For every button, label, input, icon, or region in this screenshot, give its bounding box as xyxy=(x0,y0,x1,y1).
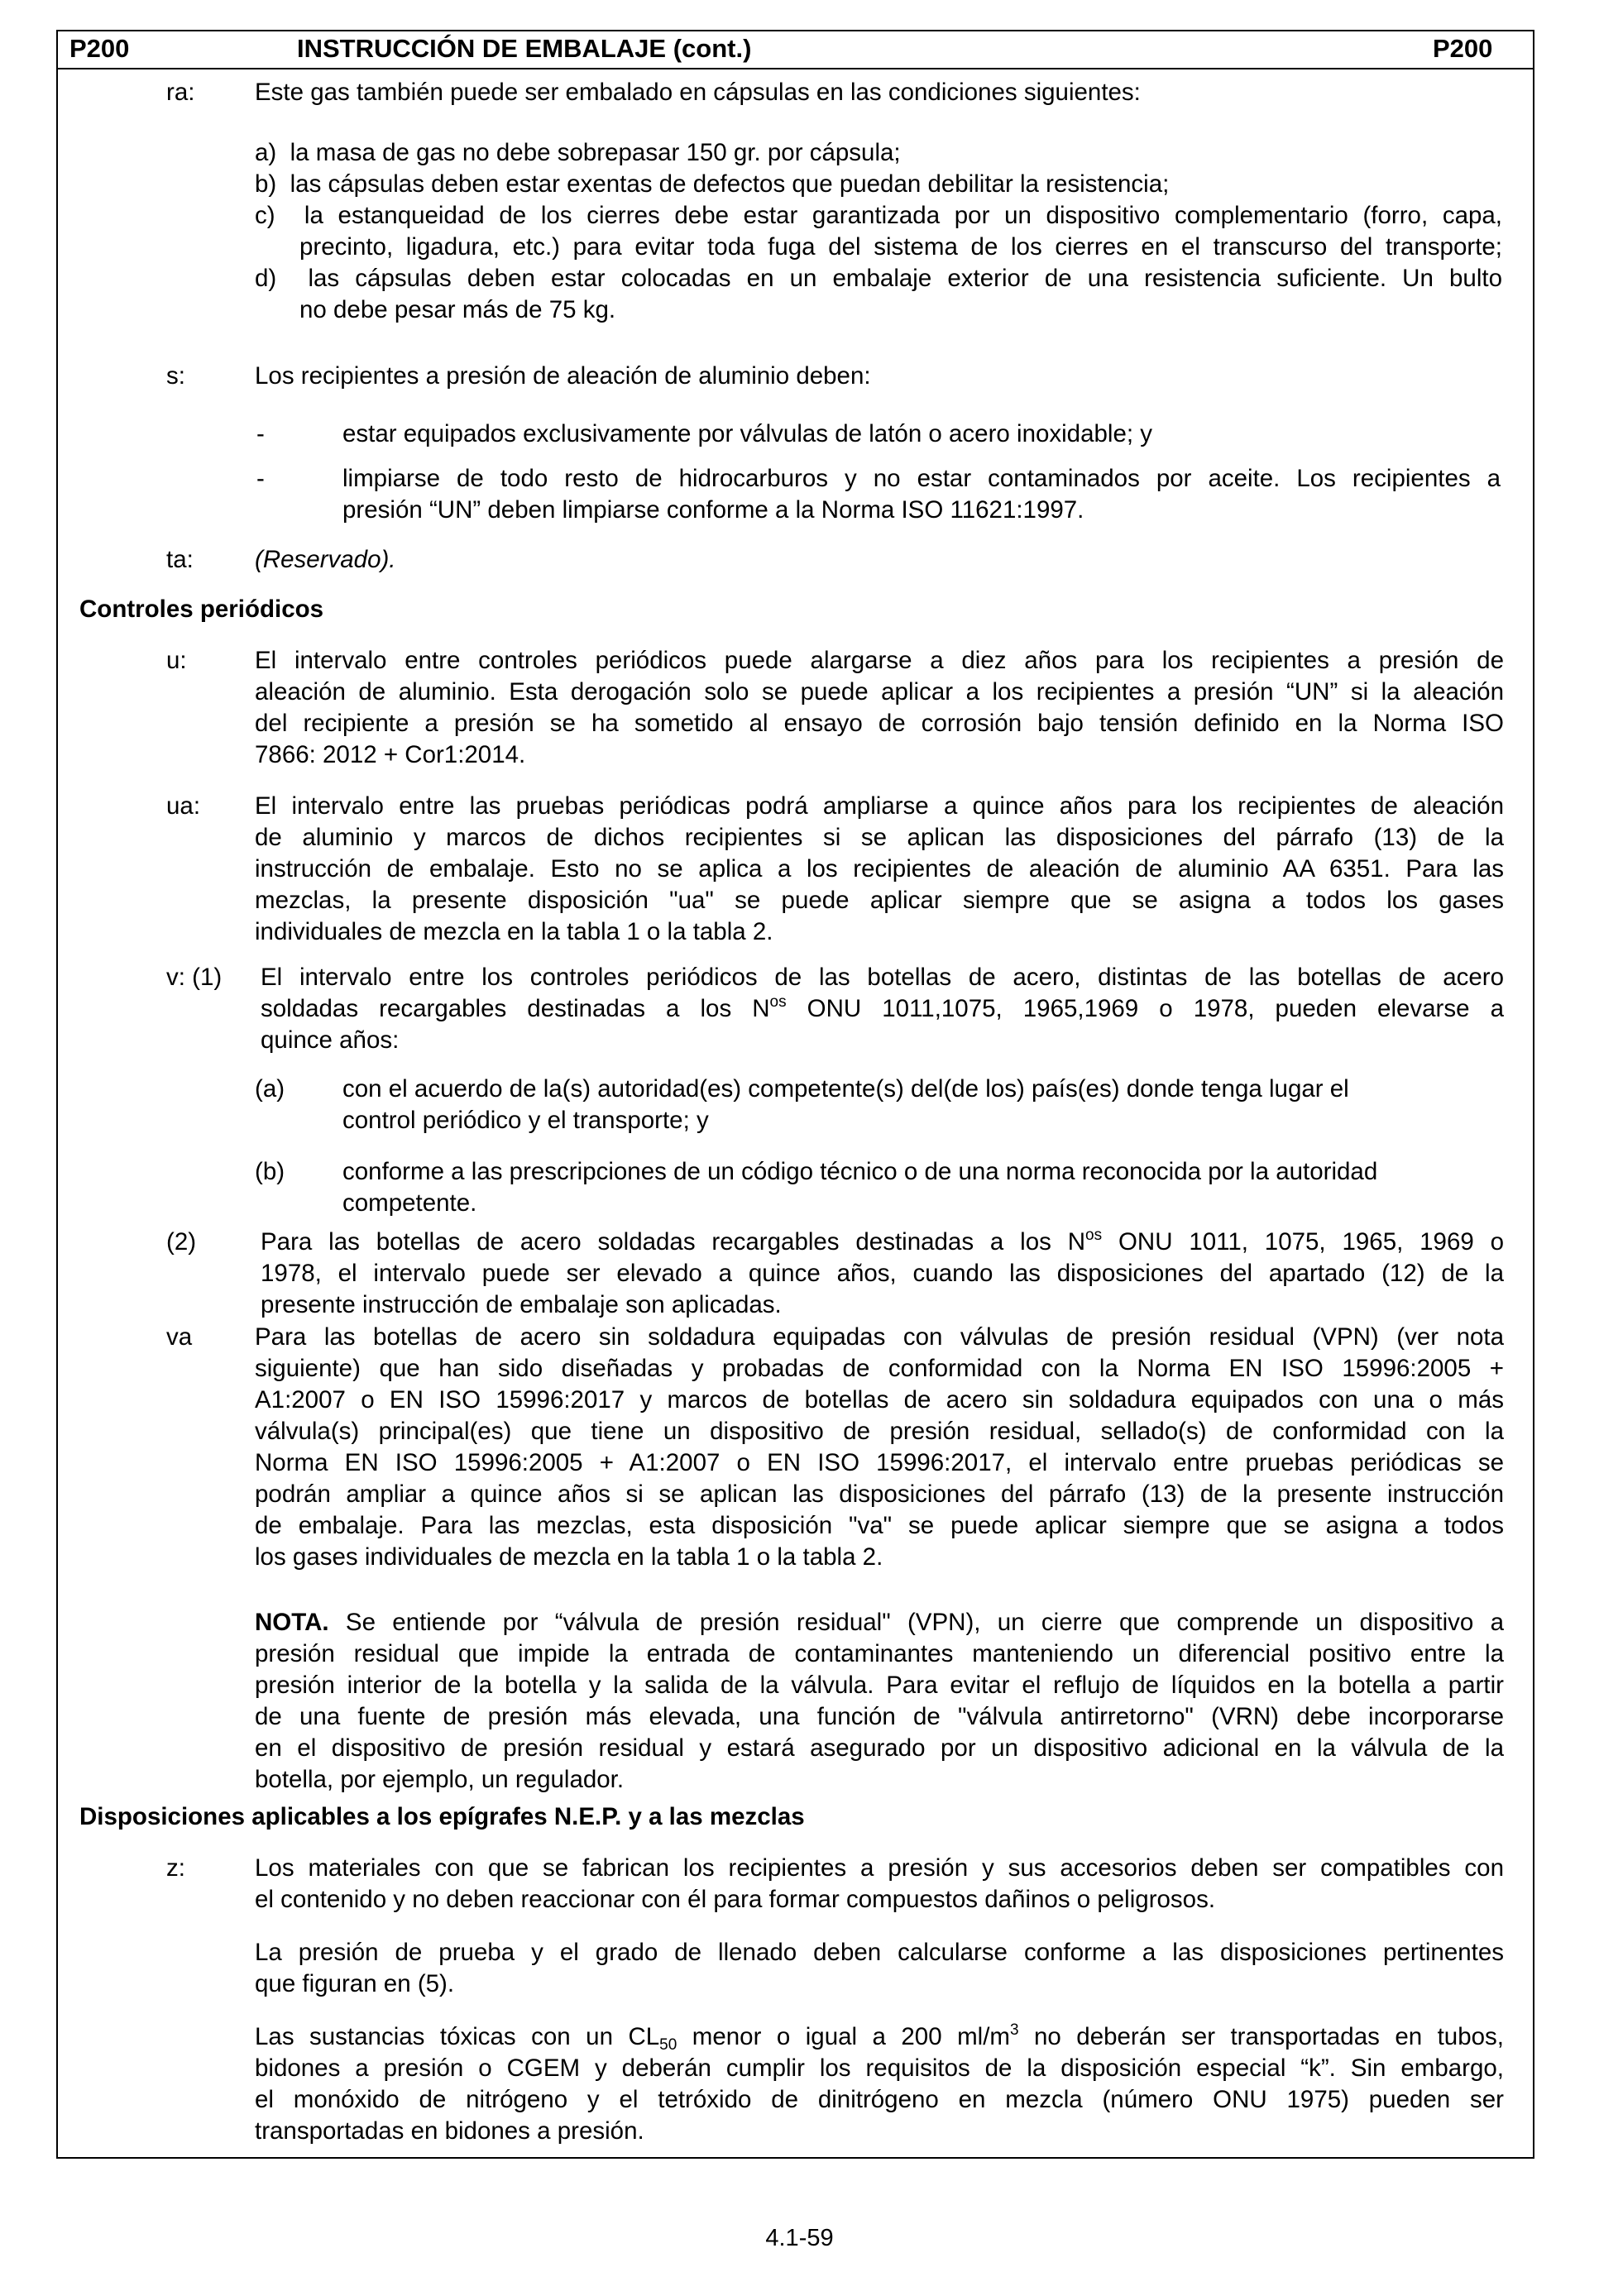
ra-item-b: b) las cápsulas deben estar exentas de defectos que puedan debilitar la resistencia; xyxy=(255,170,1170,198)
va-note-line6: botella, por ejemplo, un regulador. xyxy=(255,1766,625,1793)
provision-label-va: va xyxy=(166,1323,193,1351)
va-note-line2: presión residual que impide la entrada de contaminantes manteniendo un diferencial positivo entre la xyxy=(255,1640,1504,1667)
v-line3: quince años: xyxy=(261,1026,400,1054)
v-item-b-line1: conforme a las prescripciones de un código técnico o de una norma reconocida por la autoridad xyxy=(342,1158,1378,1185)
v-line1: El intervalo entre los controles periódicos de las botellas de acero, distintas de las botellas de acero xyxy=(261,964,1504,991)
s-dash-2: - xyxy=(256,465,265,492)
z-para3-line4: transportadas en bidones a presión. xyxy=(255,2117,644,2145)
s-item-1: estar equipados exclusivamente por válvulas de latón o acero inoxidable; y xyxy=(342,420,1153,447)
packing-instruction-frame xyxy=(56,30,1534,2159)
v-para-2-line2: 1978, el intervalo puede ser elevado a quince años, cuando las disposiciones del apartado (12) de la xyxy=(261,1260,1504,1287)
v-para-2-line1: Para las botellas de acero soldadas recargables destinadas a los $N^{os}$ ONU 1011, 1075, 1965, 1969 o xyxy=(261,1227,1504,1256)
instruction-header xyxy=(58,31,1533,69)
u-line1: El intervalo entre controles periódicos puede alargarse a diez años para los recipientes a presión de xyxy=(255,647,1504,674)
va-line1: Para las botellas de acero sin soldadura equipadas con válvulas de presión residual (VPN) (ver nota xyxy=(255,1323,1504,1351)
ua-line5: individuales de mezcla en la tabla 1 o la tabla 2. xyxy=(255,918,773,945)
va-line6: podrán ampliar a quince años si se aplican las disposiciones del párrafo (13) de la presente instrucción xyxy=(255,1480,1504,1508)
provision-label-ua: ua: xyxy=(166,792,201,820)
ua-line3: instrucción de embalaje. Esto no se aplica a los recipientes de aleación de aluminio AA 6351. Para las xyxy=(255,855,1504,883)
section-heading-controles: Controles periódicos xyxy=(79,596,324,623)
ua-line2: de aluminio y marcos de dichos recipientes si se aplican las disposiciones del párrafo (13) de la xyxy=(255,824,1504,851)
ta-text: (Reservado). xyxy=(255,546,396,573)
ua-line1: El intervalo entre las pruebas periódicas podrá ampliarse a quince años para los recipientes de aleación xyxy=(255,792,1504,820)
header-code-left: P200 xyxy=(69,34,130,63)
v-para-2-label: (2) xyxy=(166,1228,197,1256)
provision-label-ta: ta: xyxy=(166,546,194,573)
ra-item-d-line1: d) las cápsulas deben estar colocadas en un embalaje exterior de una resistencia suficiente. Un bulto xyxy=(255,265,1502,292)
z-para1-line1: Los materiales con que se fabrican los recipientes a presión y sus accesorios deben ser compatibles con xyxy=(255,1854,1504,1882)
u-line3: del recipiente a presión se ha sometido al ensayo de corrosión bajo tensión definido en la Norma ISO xyxy=(255,710,1504,737)
va-line2: siguiente) que han sido diseñadas y probadas de conformidad con la Norma EN ISO 15996:2005 + xyxy=(255,1355,1504,1382)
z-para3-line1: Las sustancias tóxicas con un $CL_{50}$ menor o igual a 200 $ml/m^3$ no deberán ser transportadas en tubos, xyxy=(255,2021,1504,2054)
z-para3-line3: el monóxido de nitrógeno y el tetróxido de dinitrógeno en mezcla (número ONU 1975) pueden ser xyxy=(255,2086,1504,2113)
provision-label-ra: ra: xyxy=(166,79,195,106)
section-heading-nep: Disposiciones aplicables a los epígrafes N.E.P. y a las mezclas xyxy=(79,1803,805,1830)
va-note-line3: presión interior de la botella y la salida de la válvula. Para evitar el reflujo de líquidos en la botella a partir xyxy=(255,1672,1504,1699)
note-label: NOTA. xyxy=(255,1609,329,1636)
v-item-a-label: (a) xyxy=(255,1075,285,1103)
provision-label-u: u: xyxy=(166,647,187,674)
z-para2-line2: que figuran en (5). xyxy=(255,1970,455,1997)
va-line8: los gases individuales de mezcla en la tabla 1 o la tabla 2. xyxy=(255,1543,883,1571)
s-item-2-line2: presión “UN” deben limpiarse conforme a la Norma ISO 11621:1997. xyxy=(342,496,1084,524)
v-line2: soldadas recargables destinadas a los $N^{os}$ ONU 1011,1075, 1965,1969 o 1978, pueden elevarse a xyxy=(261,993,1504,1022)
page-number: 4.1-59 xyxy=(765,2225,834,2251)
va-line7: de embalaje. Para las mezclas, esta disposición "va" se puede aplicar siempre que se asigna a todos xyxy=(255,1512,1504,1539)
v-item-a-line2: control periódico y el transporte; y xyxy=(342,1107,709,1134)
va-line3: A1:2007 o EN ISO 15996:2017 y marcos de botellas de acero sin soldadura equipados con una o más xyxy=(255,1386,1504,1413)
s-intro: Los recipientes a presión de aleación de aluminio deben: xyxy=(255,362,871,390)
provision-label-z: z: xyxy=(166,1854,185,1882)
provision-label-s: s: xyxy=(166,362,185,390)
header-title: INSTRUCCIÓN DE EMBALAJE (cont.) xyxy=(297,34,752,63)
z-para3-line2: bidones a presión o CGEM y deberán cumplir los requisitos de la disposición especial “k”. Sin embargo, xyxy=(255,2054,1504,2082)
u-line2: aleación de aluminio. Esta derogación solo se puede aplicar a los recipientes a presión “UN” si la aleación xyxy=(255,678,1504,706)
v-item-b-line2: competente. xyxy=(342,1189,477,1217)
ra-item-c-line2: precinto, ligadura, etc.) para evitar toda fuga del sistema de los cierres en el transcurso del transporte; xyxy=(299,233,1502,261)
s-item-2-line1: limpiarse de todo resto de hidrocarburos y no estar contaminados por aceite. Los recipientes a xyxy=(342,465,1501,492)
provision-label-v: v: (1) xyxy=(166,964,223,991)
header-code-right: P200 xyxy=(1433,34,1493,63)
z-para2-line1: La presión de prueba y el grado de llenado deben calcularse conforme a las disposiciones pertinentes xyxy=(255,1939,1504,1966)
ra-item-d-line2: no debe pesar más de 75 kg. xyxy=(299,296,616,323)
va-line5: Norma EN ISO 15996:2005 + A1:2007 o EN ISO 15996:2017, el intervalo entre pruebas periódicas se xyxy=(255,1449,1504,1476)
v-para-2-line3: presente instrucción de embalaje son aplicadas. xyxy=(261,1291,782,1318)
ra-intro: Este gas también puede ser embalado en cápsulas en las condiciones siguientes: xyxy=(255,79,1141,106)
va-note-line5: en el dispositivo de presión residual y estará asegurado por un dispositivo adicional en la válvula de la xyxy=(255,1734,1504,1762)
ra-item-c-line1: c) la estanqueidad de los cierres debe estar garantizada por un dispositivo complementario (forro, capa, xyxy=(255,202,1502,229)
s-dash-1: - xyxy=(256,420,265,447)
u-line4: 7866: 2012 + Cor1:2014. xyxy=(255,741,526,768)
va-line4: válvula(s) principal(es) que tiene un dispositivo de presión residual, sellado(s) de conformidad con la xyxy=(255,1418,1504,1445)
v-item-a-line1: con el acuerdo de la(s) autoridad(es) competente(s) del(de los) país(es) donde tenga lugar el xyxy=(342,1075,1349,1103)
ua-line4: mezclas, la presente disposición "ua" se puede aplicar siempre que se asigna a todos los gases xyxy=(255,887,1504,914)
va-note-line4: de una fuente de presión más elevada, una función de "válvula antirretorno" (VRN) debe incorporarse xyxy=(255,1703,1504,1730)
z-para1-line2: el contenido y no deben reaccionar con él para formar compuestos dañinos o peligrosos. xyxy=(255,1886,1216,1913)
va-note-line1: NOTA. Se entiende por “válvula de presión residual" (VPN), un cierre que comprende un dispositivo a xyxy=(255,1609,1504,1636)
v-item-b-label: (b) xyxy=(255,1158,285,1185)
ra-item-a: a) la masa de gas no debe sobrepasar 150 gr. por cápsula; xyxy=(255,139,901,166)
